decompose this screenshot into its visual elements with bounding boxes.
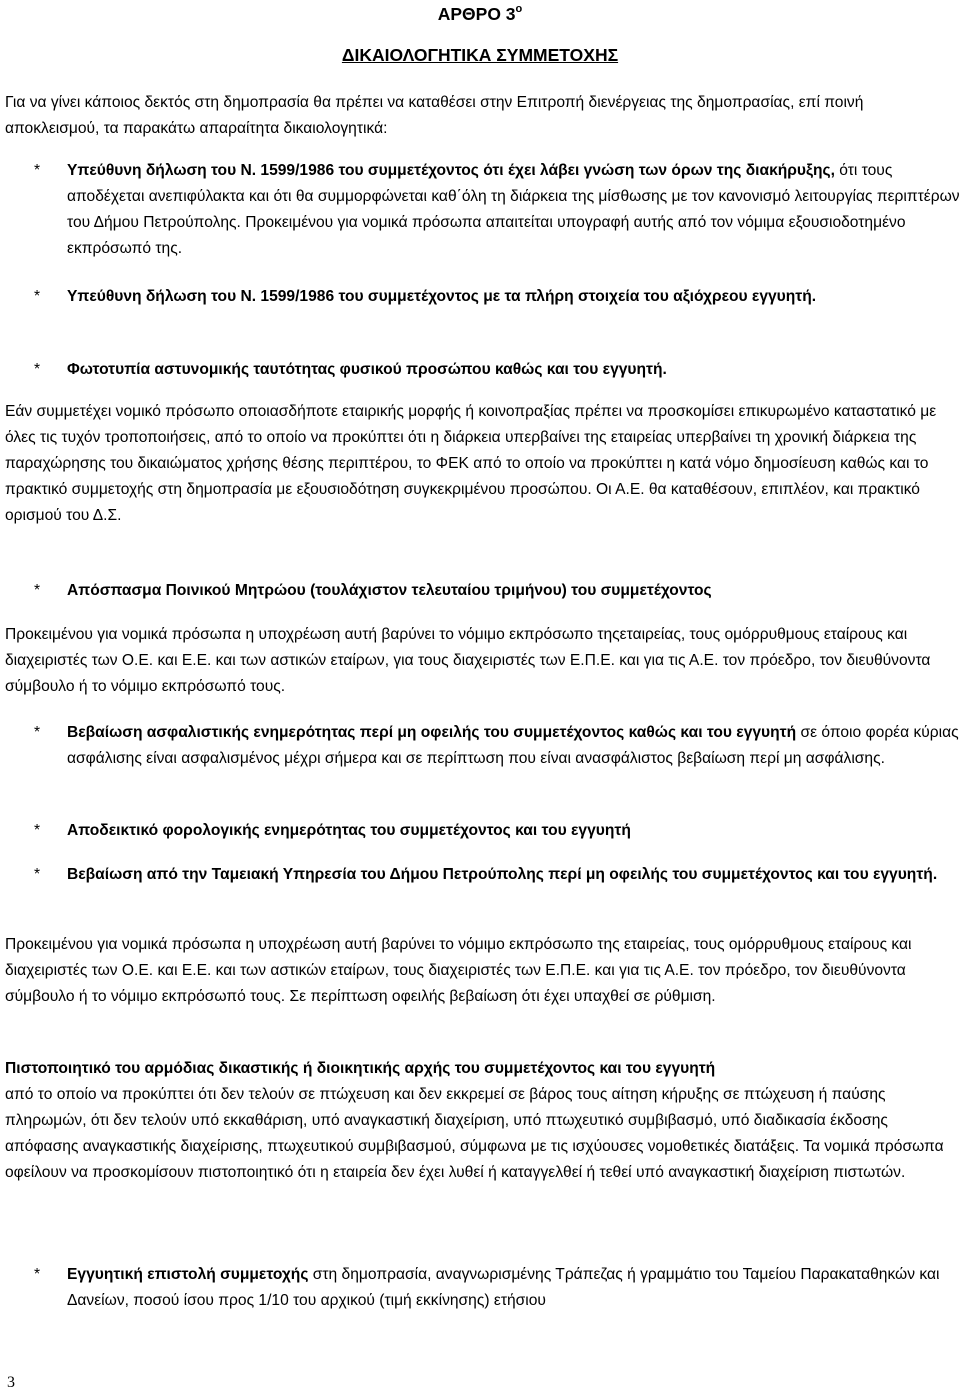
list-item-body [67,1262,960,1314]
item-bold-text: Βεβαίωση από την Ταμειακή Υπηρεσία του Δήμου Πετρούπολης περί μη οφειλής του συμμετέχοντος και του εγγυητή. [67,866,938,883]
item-bold-text: Εγγυητική επιστολή συμμετοχής [67,1266,309,1283]
bullet-asterisk: * [34,866,41,883]
item-text: σε όποιο φορέα κύριας ασφάλισης είναι ασφαλισμένος μέχρι σήμερα και σε περίπτωση που είναι ανασφάλιστος βεβαίωση περί μη ασφάλισης. [67,724,959,767]
list-item-treasury-certificate [34,862,960,888]
list-item-body [67,357,960,383]
legal-entity-paragraph: Εάν συμμετέχει νομικό πρόσωπο οποιασδήποτε εταιρικής μορφής ή κοινοπραξίας πρέπει να προσκομίσει επικυρωμένο καταστατικό με όλες τις τυχόν τροποποιήσεις, από το οποίο να προκύπτει ότι η διάρκεια υπερβαίνει της εταιρείας υπερβαίνει τη χρονική διάρκεια της παραχώρησης του δικαιώματος χρήσης θέσης περιπτέρου, το ΦΕΚ από το οποίο να προκύπτει η κατά νόμο δημοσίευση καθώς και το πρακτικό συμμετοχής στη δημοπρασία με εξουσιοδότηση συγκεκριμένου προσώπου. Οι Α.Ε. θα καταθέσουν, επιπλέον, και πρακτικό ορισμού του Δ.Σ. [5,403,937,524]
bullet-asterisk: * [34,361,41,378]
list-item-body [67,158,960,262]
bullet-asterisk: * [34,822,41,839]
section-heading: ΔΙΚΑΙΟΛΟΓΗΤΙΚΑ ΣΥΜΜΕΤΟΧΗΣ [341,45,619,65]
bullet-asterisk: * [34,582,41,599]
item-text: ότι τους αποδέχεται ανεπιφύλακτα και ότι θα συμμορφώνεται καθ΄όλη τη διάρκεια της μίσθωσης με τον κανονισμό λειτουργίας περιπτέρων του Δήμου Πετρούπολης. Προκειμένου για νομικά πρόσωπα απαιτείται υπογραφή αυτής από τον νόμιμα εξουσιοδοτημένο εκπρόσωπό της. [67,162,960,257]
list-item-responsible-declaration [34,158,960,262]
list-item-insurance-certificate [34,720,960,772]
bullet-asterisk: * [34,724,41,741]
list-item-guarantee-letter [34,1262,960,1314]
list-item-guarantor-declaration [34,284,960,310]
article-title-superscript: ο [515,3,523,16]
court-certificate-paragraph [5,1056,955,1186]
list-item-id-photocopy [34,357,960,383]
item-bold-text: Υπεύθυνη δήλωση του Ν. 1599/1986 του συμμετέχοντος με τα πλήρη στοιχεία του αξιόχρεου εγγυητή. [67,288,817,305]
bullet-asterisk: * [34,1266,41,1283]
list-item-body [67,720,960,772]
item-bold-text: Αποδεικτικό φορολογικής ενημερότητας του συμμετέχοντος και του εγγυητή [67,822,631,839]
item-text: στη δημοπρασία, αναγνωρισμένης Τράπεζας ή γραμμάτιο του Ταμείου Παρακαταθηκών και Δανείων, ποσού ίσου προς 1/10 του αρχικού (τιμή εκκίνησης) ετήσιου [67,1266,940,1309]
article-title [0,4,960,25]
paragraph-bold-text: Πιστοποιητικό του αρμόδιας δικαστικής ή διοικητικής αρχής του συμμετέχοντος και του εγγυητή [5,1060,716,1077]
item-bold-text: Φωτοτυπία αστυνομικής ταυτότητας φυσικού προσώπου καθώς και του εγγυητή. [67,361,667,378]
list-item-tax-certificate [34,818,960,844]
list-item-body [67,862,960,888]
paragraph-text: από το οποίο να προκύπτει ότι δεν τελούν σε πτώχευση και δεν εκκρεμεί σε βάρος τους αίτηση κήρυξης σε πτώχευση ή παύσης πληρωμών, ότι δεν τελούν υπό εκκαθάριση, υπό αναγκαστική διαχείριση, υπό πτωχευτικό συμβιβασμό, υπό διαδικασία έκδοσης απόφασης αναγκαστικής διαχείρισης, πτωχευτικού συμβιβασμού, σύμφωνα με τις ισχύουσες νομοθετικές διατάξεις. Τα νομικά πρόσωπα οφείλουν να προσκομίσουν πιστοποιητικό ότι η εταιρεία δεν έχει λυθεί ή καταγγελθεί ή τεθεί υπό αναγκαστική διαχείριση πιστωτών. [5,1086,944,1181]
bullet-asterisk: * [34,162,41,179]
list-item-body [67,284,960,310]
bullet-asterisk: * [34,288,41,305]
item-bold-text: Απόσπασμα Ποινικού Μητρώου (τουλάχιστον τελευταίου τριμήνου) του συμμετέχοντος [67,582,712,599]
list-item-body [67,818,960,844]
intro-paragraph: Για να γίνει κάποιος δεκτός στη δημοπρασία θα πρέπει να καταθέσει στην Επιτροπή διενέργειας της δημοπρασίας, επί ποινή αποκλεισμού, τα παρακάτω απαραίτητα δικαιολογητικά: [5,94,864,137]
treasury-paragraph: Προκειμένου για νομικά πρόσωπα η υποχρέωση αυτή βαρύνει το νόμιμο εκπρόσωπο της εταιρείας, τους ομόρρυθμους εταίρους και διαχειριστές των Ο.Ε. και Ε.Ε. και των αστικών εταίρων, τους διαχειριστές των Ε.Π.Ε. και για τις Α.Ε. τον πρόεδρο, τον διευθύνοντα σύμβουλο ή το νόμιμο εκπρόσωπό τους. Σε περίπτωση οφειλής βεβαίωση ότι έχει υπαχθεί σε ρύθμιση. [5,936,912,1005]
article-title-text: ΑΡΘΡΟ 3 [437,4,516,24]
item-bold-text: Βεβαίωση ασφαλιστικής ενημερότητας περί μη οφειλής του συμμετέχοντος καθώς και του εγγυητή [67,724,797,741]
page-number: 3 [7,1374,15,1391]
item-bold-text: Υπεύθυνη δήλωση του Ν. 1599/1986 του συμμετέχοντος ότι έχει λάβει γνώση των όρων της διακήρυξης, [67,162,835,179]
list-item-criminal-record [34,578,960,604]
criminal-record-paragraph: Προκειμένου για νομικά πρόσωπα η υποχρέωση αυτή βαρύνει το νόμιμο εκπρόσωπο τηςεταιρείας, τους ομόρρυθμους εταίρους και διαχειριστές των Ο.Ε. και Ε.Ε. και των αστικών εταίρων, για τους διαχειριστές των Ε.Π.Ε. και για τις Α.Ε. τον πρόεδρο, τον διευθύνοντα σύμβουλο ή το νόμιμο εκπρόσωπό τους. [5,626,931,695]
list-item-body [67,578,960,604]
